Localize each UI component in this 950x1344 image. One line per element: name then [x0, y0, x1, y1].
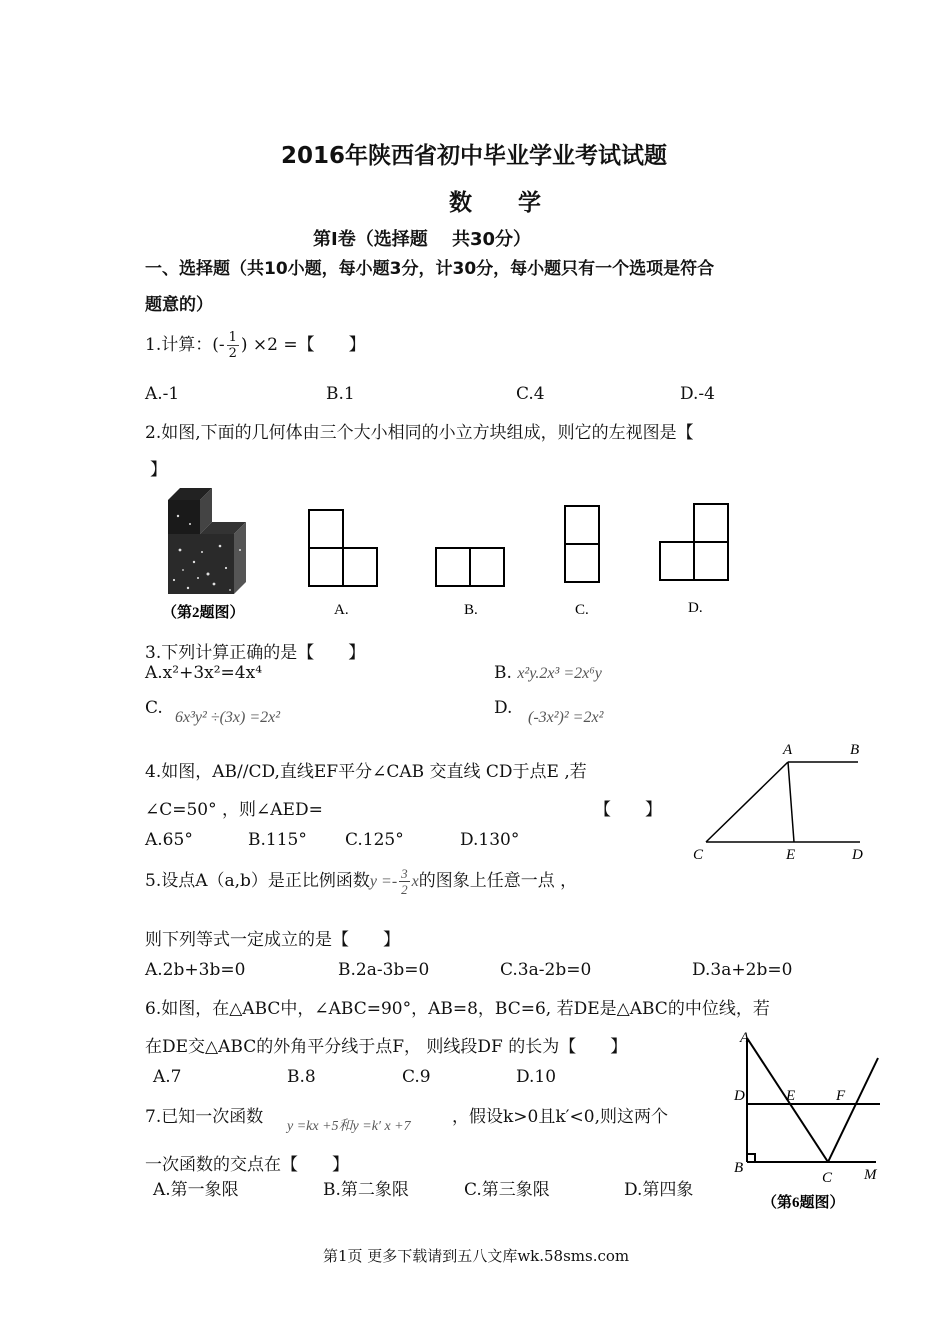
q2-option-b-figure — [436, 548, 504, 586]
q3-option-b-label: B. — [494, 663, 512, 683]
section-instructions-line1: 一、选择题（共10小题，每小题3分，计30分，每小题只有一个选项是符合 — [145, 259, 715, 279]
q1-option-c: C.4 — [516, 384, 545, 404]
q6-label-m: M — [864, 1167, 877, 1183]
q7-option-a: A.第一象限 — [153, 1180, 239, 1200]
q4-option-d: D.130° — [460, 830, 520, 850]
q6-label-d: D — [734, 1088, 745, 1104]
q5-option-c: C.3a-2b=0 — [500, 960, 592, 980]
q1-option-a: A.-1 — [145, 384, 180, 404]
q4-label-e: E — [786, 847, 796, 863]
q3-option-b — [494, 663, 602, 683]
question-7-suffix: ，假设k>0且k′<0,则这两个 — [452, 1107, 668, 1127]
volume-heading: 第Ⅰ卷（选择题 共30分） — [313, 229, 532, 250]
q1-option-b: B.1 — [326, 384, 355, 404]
q5-option-b: B.2a-3b=0 — [338, 960, 430, 980]
question-4-line1: 4.如图，AB//CD,直线EF平分∠CAB 交直线 CD于点E ,若 — [145, 762, 587, 782]
q2-option-a-figure — [309, 510, 377, 586]
question-7-prefix: 7.已知一次函数 — [145, 1107, 264, 1127]
q5-math-pre: y =- — [369, 873, 398, 890]
q5-frac-den: 2 — [401, 882, 408, 897]
q6-option-a: A.7 — [153, 1067, 182, 1087]
q1-prefix: 1.计算：(- — [145, 335, 225, 355]
q4-label-d: D — [852, 847, 863, 863]
q4-option-b: B.115° — [248, 830, 307, 850]
q6-figure — [728, 1026, 888, 1216]
q2-label-b: B. — [464, 602, 478, 618]
q1-fraction — [227, 330, 239, 361]
question-5-line2: 则下列等式一定成立的是【 】 — [145, 930, 400, 950]
q4-option-a: A.65° — [145, 830, 193, 850]
q2-option-d-figure — [660, 504, 728, 580]
q7-option-b: B.第二象限 — [323, 1180, 409, 1200]
q4-option-c: C.125° — [345, 830, 404, 850]
q3-option-d-math: (-3x²)² =2x² — [528, 709, 604, 726]
subject-heading: 数 学 — [449, 190, 541, 216]
page-footer: 第1页 更多下载请到五八文库wk.58sms.com — [323, 1247, 630, 1265]
q1-frac-num: 1 — [228, 330, 237, 345]
q3-option-a: A.x²+3x²=4x⁴ — [145, 663, 263, 683]
q4-label-c: C — [693, 847, 704, 863]
q6-option-b: B.8 — [287, 1067, 316, 1087]
section-instructions-line2: 题意的） — [145, 295, 213, 315]
question-6-line2: 在DE交△ABC的外角平分线于点F， 则线段DF 的长为【 】 — [145, 1037, 628, 1057]
question-3: 3.下列计算正确的是【 】 — [145, 643, 366, 663]
q3-option-d-label: D. — [494, 698, 513, 718]
q5-suffix: 的图象上任意一点 ， — [418, 871, 578, 891]
question-4-bracket: 【 】 — [594, 800, 662, 820]
q1-frac-den: 2 — [228, 346, 237, 361]
q5-frac-num: 3 — [401, 866, 408, 881]
q7-math: y =kx +5和y =k′ x +7 — [287, 1119, 411, 1134]
question-4-line2: ∠C=50° ，则∠AED= — [145, 800, 323, 820]
q5-option-d: D.3a+2b=0 — [692, 960, 793, 980]
q2-label-d: D. — [688, 600, 703, 616]
q6-figure-caption: （第6题图） — [762, 1195, 845, 1211]
q5-prefix: 5.设点A（a,b）是正比例函数 — [145, 871, 370, 891]
q7-option-d: D.第四象 — [624, 1180, 694, 1200]
q2-solid-figure — [168, 488, 246, 594]
q5-math-post: x — [411, 873, 419, 890]
q7-option-c: C.第三象限 — [464, 1180, 550, 1200]
q2-label-a: A. — [334, 602, 349, 618]
q6-label-c: C — [822, 1170, 833, 1186]
q2-bracket-end: 】 — [150, 460, 167, 480]
q2-label-c: C. — [575, 602, 589, 618]
question-7-line2: 一次函数的交点在【 】 — [145, 1155, 349, 1175]
question-6-line1: 6.如图，在△ABC中，∠ABC=90°，AB=8，BC=6, 若DE是△ABC的中位线，若 — [145, 999, 770, 1019]
q6-option-c: C.9 — [402, 1067, 431, 1087]
q6-label-f: F — [836, 1088, 846, 1104]
q3-option-c-math: 6x³y² ÷(3x) =2x² — [175, 709, 281, 726]
question-1 — [145, 330, 366, 361]
q5-fraction — [399, 866, 410, 897]
q6-label-b: B — [734, 1160, 744, 1176]
question-2: 2.如图,下面的几何体由三个大小相同的小立方块组成，则它的左视图是【 — [145, 423, 694, 443]
page-title: 2016年陕西省初中毕业学业考试试题 — [281, 143, 668, 169]
q1-option-d: D.-4 — [680, 384, 715, 404]
q2-figures — [150, 480, 750, 620]
q3-option-c-label: C. — [145, 698, 163, 718]
question-5 — [145, 866, 577, 897]
q5-option-a: A.2b+3b=0 — [145, 960, 246, 980]
q3-option-b-math: x²y.2x³ =2x⁶y — [517, 665, 602, 682]
q4-figure — [688, 738, 878, 866]
q1-suffix: ) ×2 =【 】 — [240, 335, 366, 355]
q6-option-d: D.10 — [516, 1067, 557, 1087]
q4-label-b: B — [850, 742, 860, 758]
q6-label-a: A — [740, 1030, 750, 1046]
q6-label-e: E — [786, 1088, 796, 1104]
q2-option-c-figure — [565, 506, 599, 582]
q4-label-a: A — [783, 742, 793, 758]
q2-figure-caption: （第2题图） — [162, 605, 245, 620]
